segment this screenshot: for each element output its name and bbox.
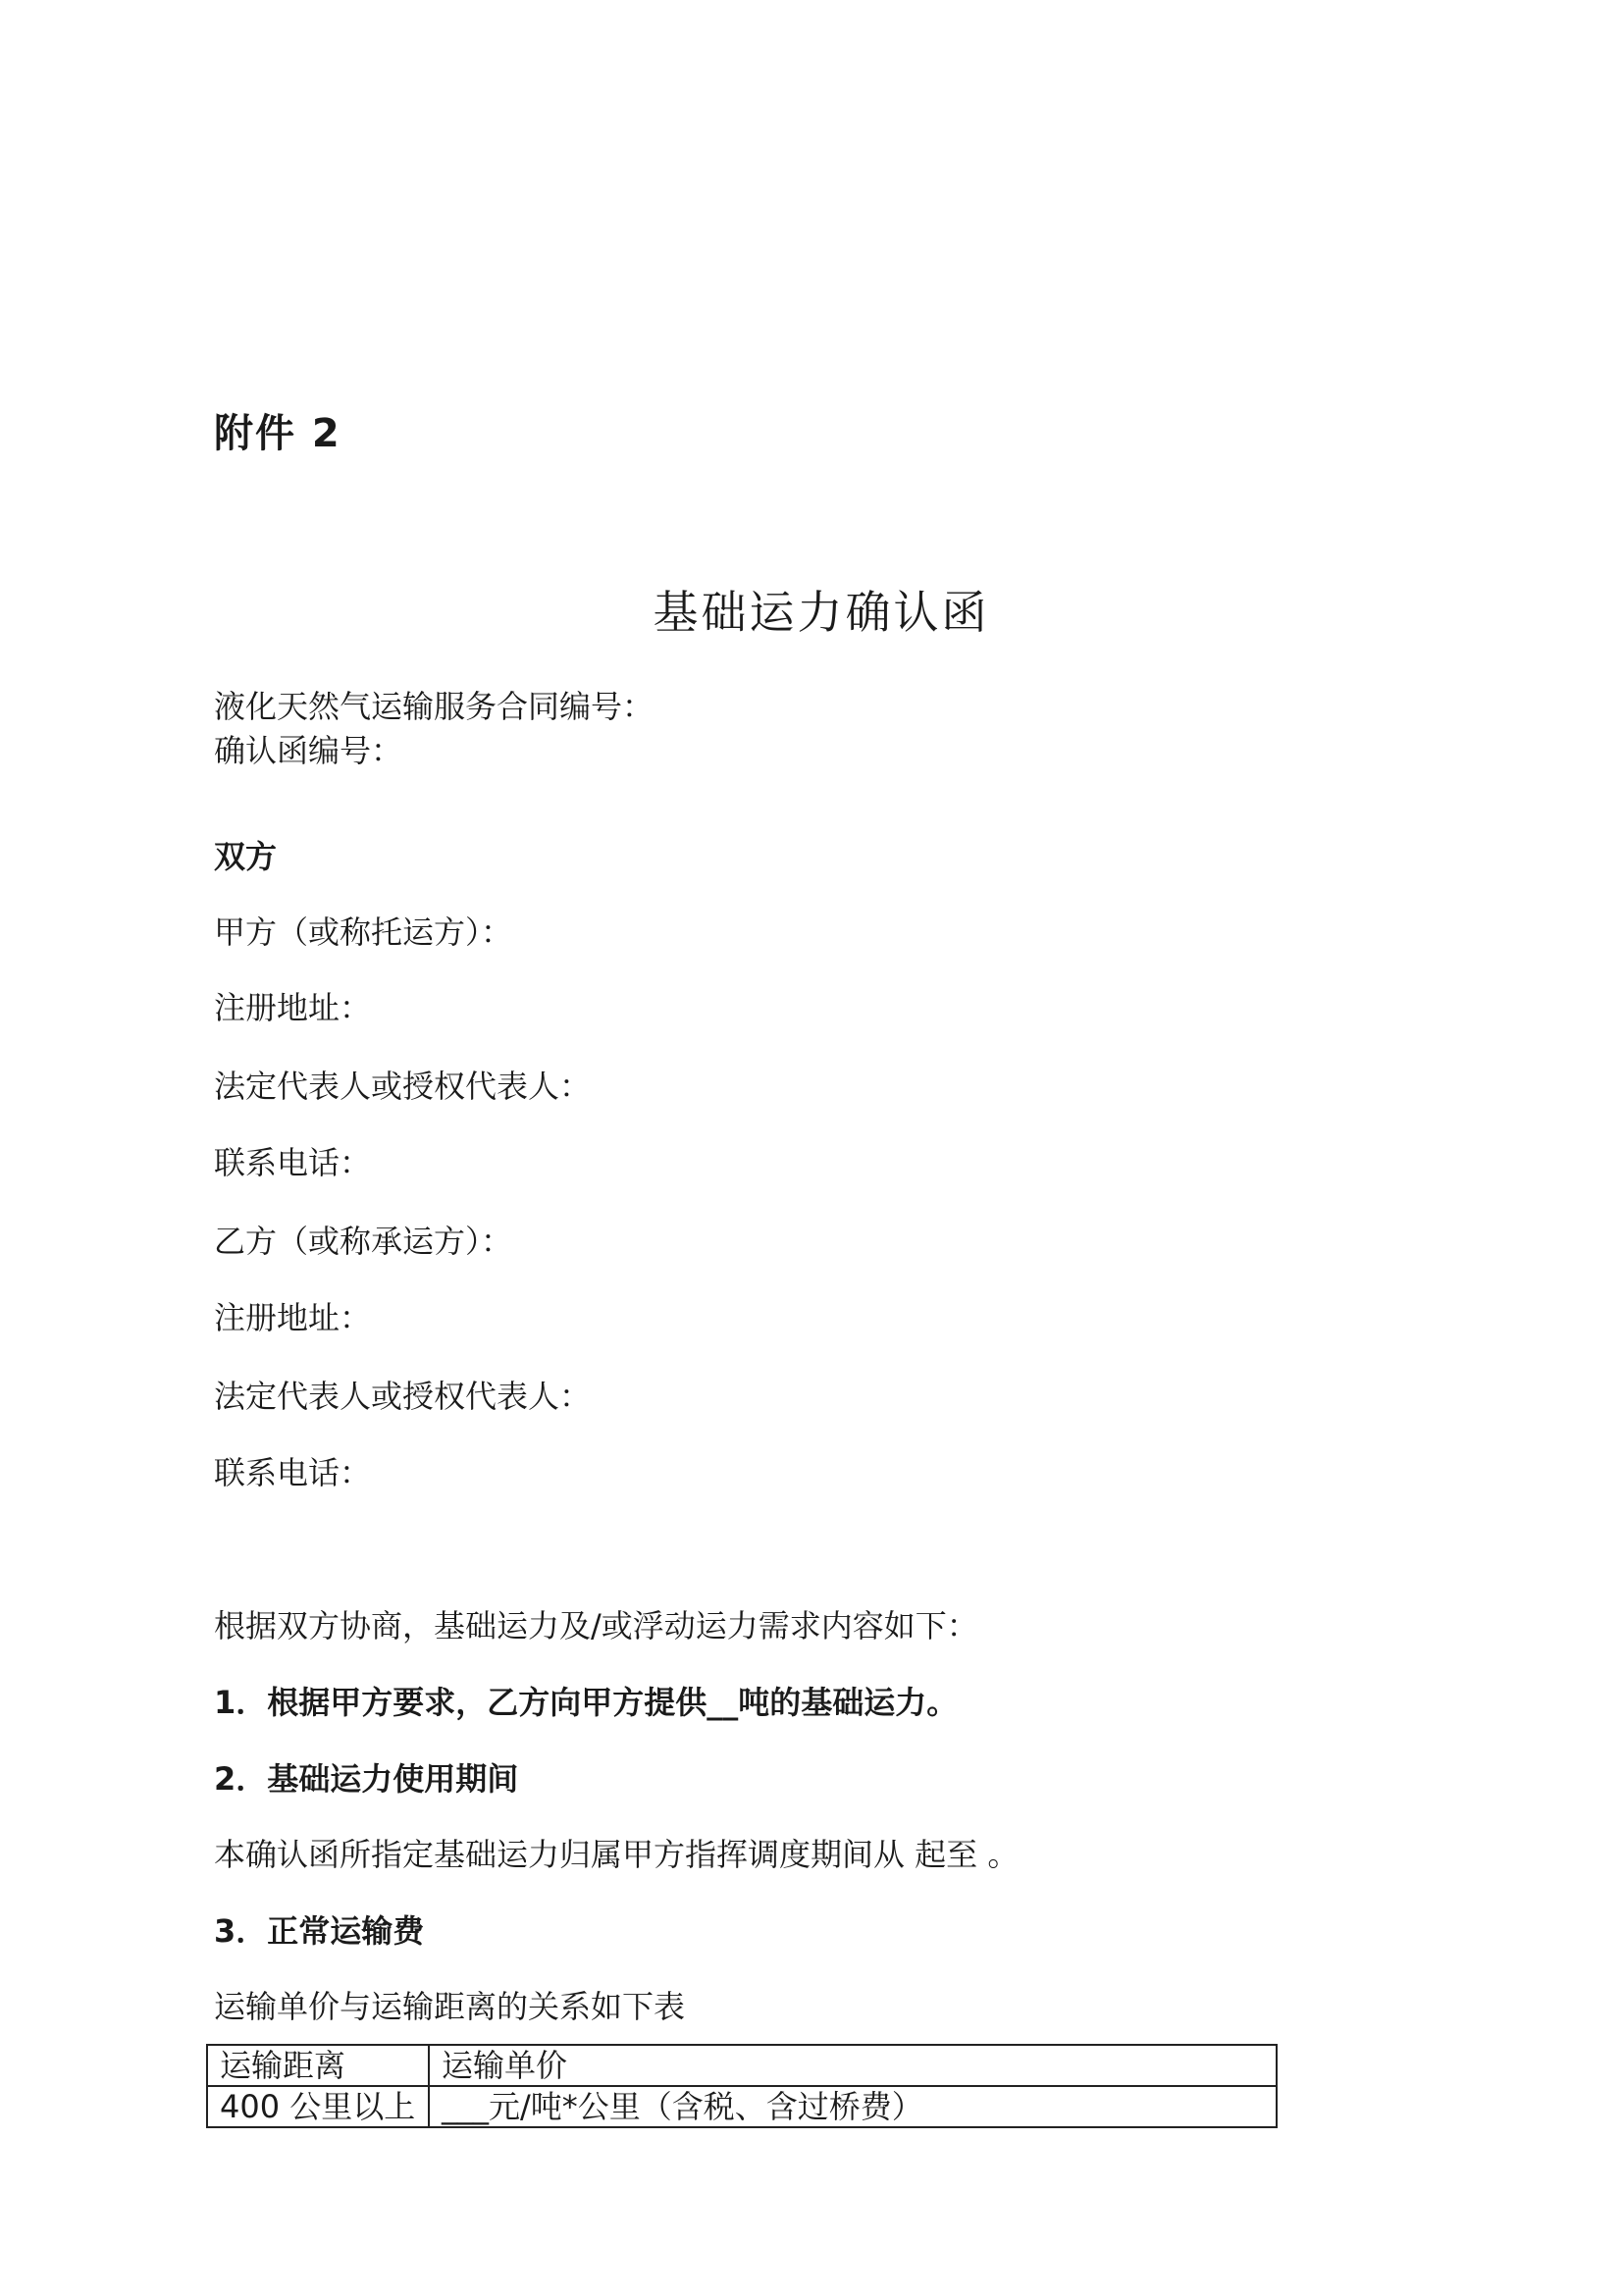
item-3-heading: 3．正常运输费: [214, 1912, 425, 1950]
table-cell: ___元/吨*公里（含税、含过桥费）: [429, 2086, 1277, 2127]
party-b-phone: 联系电话：: [214, 1454, 372, 1491]
table-header-row: [207, 2045, 1277, 2086]
party-a-address: 注册地址：: [214, 989, 372, 1026]
contract-number-line: 液化天然气运输服务合同编号：: [214, 688, 654, 725]
table-header-cell: 运输距离: [207, 2045, 429, 2086]
party-a-representative: 法定代表人或授权代表人：: [214, 1068, 592, 1105]
table-header-cell: 运输单价: [429, 2045, 1277, 2086]
intro-paragraph: 根据双方协商，基础运力及/或浮动运力需求内容如下：: [214, 1607, 978, 1644]
party-b-line: 乙方（或称承运方）：: [214, 1223, 513, 1260]
party-a-phone: 联系电话：: [214, 1144, 372, 1181]
item-1: 1．根据甲方要求，乙方向甲方提供__吨的基础运力。: [214, 1684, 959, 1721]
document-title: 基础运力确认函: [653, 586, 990, 639]
item-3-text: 运输单价与运输距离的关系如下表: [214, 1988, 686, 2025]
freight-rate-table: [206, 2044, 1278, 2128]
party-a-line: 甲方（或称托运方）：: [214, 913, 513, 951]
party-b-representative: 法定代表人或授权代表人：: [214, 1378, 592, 1415]
letter-number-line: 确认函编号：: [214, 732, 403, 769]
table-row: [207, 2086, 1277, 2127]
parties-heading: 双方: [214, 838, 278, 875]
item-2-text: 本确认函所指定基础运力归属甲方指挥调度期间从 起至 。: [214, 1836, 1020, 1873]
item-2-heading: 2．基础运力使用期间: [214, 1760, 519, 1798]
annex-label: 附件 2: [214, 411, 341, 456]
table-cell: 400 公里以上: [207, 2086, 429, 2127]
party-b-address: 注册地址：: [214, 1299, 372, 1336]
